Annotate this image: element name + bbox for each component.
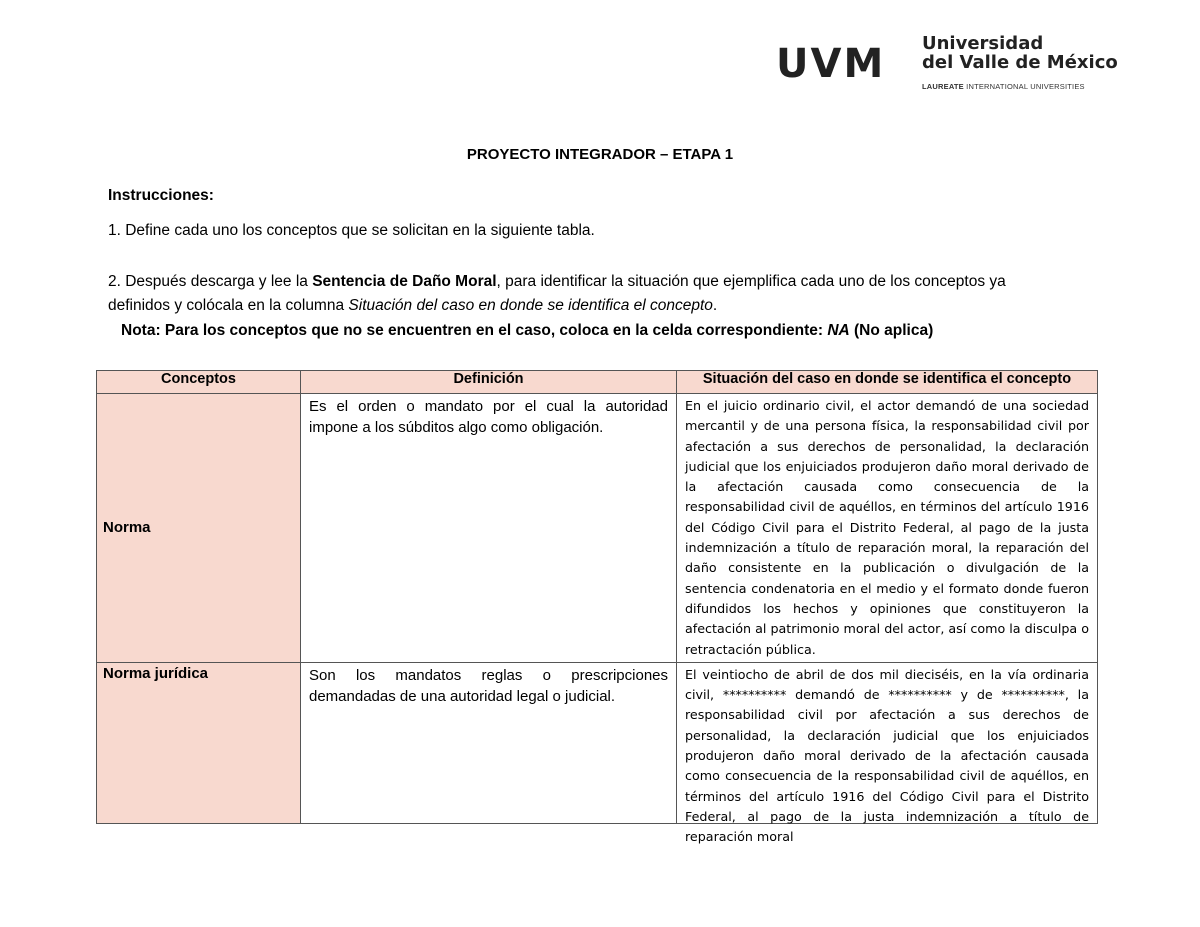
uvm-logo (776, 33, 1118, 94)
concept-cell: Norma jurídica (97, 662, 301, 823)
logo-mark: UVM (776, 41, 886, 87)
note-text-a: Nota: Para los conceptos que no se encuentren en el caso, coloca en la celda correspondiente: (121, 322, 828, 339)
university-name-line1: Universidad (922, 33, 1044, 54)
step2-bold: Sentencia de Daño Moral (312, 273, 497, 290)
step2-text-b: , para identificar la situación que ejemplifica cada uno de los conceptos ya definidos y colócala en la columna (108, 273, 1006, 314)
concepts-table (96, 370, 1098, 845)
laureate-tagline (922, 82, 1085, 91)
step2-text-a: 2. Después descarga y lee la (108, 273, 313, 290)
header-situacion: Situación del caso en donde se identifica el concepto (677, 371, 1098, 394)
instruction-step-2 (108, 270, 1048, 318)
table-row (97, 662, 1098, 823)
header-definicion: Definición (301, 371, 677, 394)
document-title: PROYECTO INTEGRADOR – ETAPA 1 (466, 146, 734, 163)
instructions-heading: Instrucciones: (108, 187, 214, 204)
table-header-row (97, 371, 1098, 394)
definition-cell: Son los mandatos reglas o prescripciones demandadas de una autoridad legal o judicial. (301, 662, 677, 823)
step2-italic: Situación del caso en donde se identifica el concepto (348, 297, 713, 314)
laureate-rest: INTERNATIONAL UNIVERSITIES (963, 82, 1085, 91)
step2-text-c: . (712, 297, 718, 314)
situation-cell (677, 662, 1098, 845)
university-name-line2: del Valle de México (922, 52, 1118, 73)
table-row (97, 394, 1098, 663)
situation-text: El veintiocho de abril de dos mil dieciséis, en la vía ordinaria civil, ********** demandó de ********** y de **********, la responsabilidad civil por afectación a sus derechos de personalidad, la declaración judicial que los enjuiciados produjeron daño moral derivado de la afectación causada como consecuencia de la responsabilidad civil de aquéllos, en términos del artículo 1916 del Código Civil para el Distrito Federal, al pago de la justa indemnización a título de reparación moral (685, 666, 1089, 845)
definition-cell: Es el orden o mandato por el cual la autoridad impone a los súbditos algo como obligación. (301, 394, 677, 663)
header-conceptos: Conceptos (97, 371, 301, 394)
instruction-step-1: 1. Define cada uno los conceptos que se solicitan en la siguiente tabla. (108, 222, 595, 239)
note (121, 322, 933, 340)
note-italic: NA (827, 322, 850, 339)
situation-cell: En el juicio ordinario civil, el actor demandó de una sociedad mercantil y de una persona física, la responsabilidad civil por afectación a sus derechos de personalidad, la declaración judicial que los enjuiciados produjeron daño moral derivado de la afectación causada como consecuencia de la responsabilidad civil de aquéllos, en términos del artículo 1916 del Código Civil para el Distrito Federal, al pago de la justa indemnización a título de reparación moral, la reparación del daño consistente en la publicación o divulgación de la sentencia condenatoria en el medio y el formato donde fueron difundidos los hechos y opiniones que constituyeron la afectación al patrimonio moral del actor, así como la disculpa o retractación pública. (677, 394, 1098, 663)
concept-cell: Norma (97, 394, 301, 663)
university-name (922, 34, 1118, 72)
laureate-bold: LAUREATE (922, 82, 964, 91)
note-text-b: (No aplica) (849, 322, 934, 339)
